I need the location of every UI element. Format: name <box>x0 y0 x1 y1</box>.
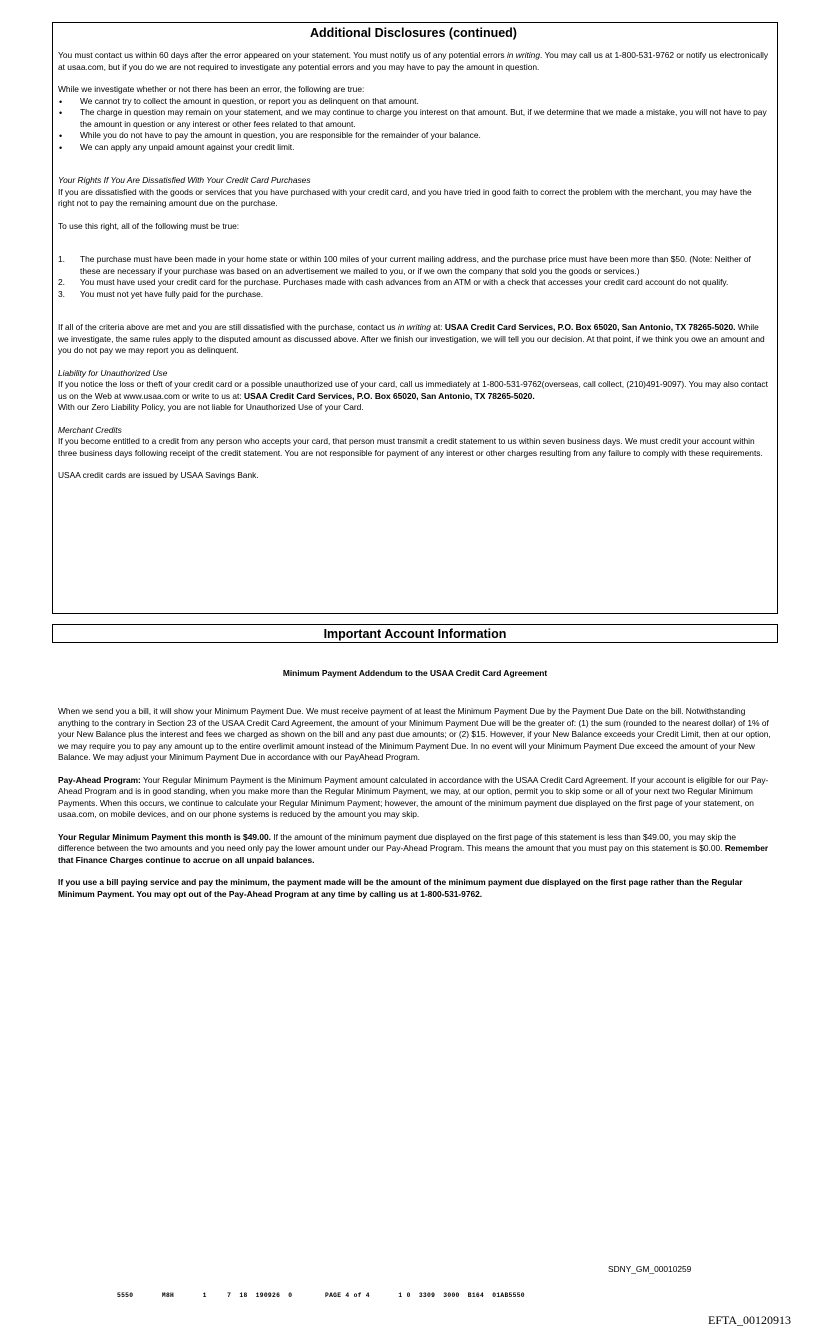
regular-minimum-paragraph: Your Regular Minimum Payment this month is $49.00. If the amount of the minimum payment due displayed on the first page of this statement is less than $49.00, you may skip the difference between the two amounts and you need only pay the lower amount under our Pay-Ahead Program. This means the amount that you must pay on this statement is $0.00. Remember that Finance Charges continue to accrue on all unpaid balances. <box>58 831 769 865</box>
disclosures-title: Additional Disclosures (continued) <box>310 26 517 40</box>
list-number: 3. <box>58 288 65 299</box>
list-number: 2. <box>58 277 65 287</box>
account-info-title: Important Account Information <box>323 627 507 641</box>
bill-paying-paragraph: If you use a bill paying service and pay the minimum, the payment made will be the amount of the minimum payment due displayed on the first page rather than the Regular Minimum Payment. You may opt out of the Pay-Ahead Program at any time by calling us at 1-800-531-9762. <box>58 877 743 899</box>
addendum-title: Minimum Payment Addendum to the USAA Credit Card Agreement <box>282 668 548 678</box>
payahead-paragraph: Pay-Ahead Program: Your Regular Minimum Payment is the Minimum Payment amount calculated in accordance with the USAA Credit Card Agreement. If your account is eligible for our Pay-Ahead Program and is in good standing, when you make more than the Regular Minimum Payment, we may, at our option, permit you to skip some or all of your next two Regular Minimum Payments. When this occurs, we continue to calculate your Regular Minimum Payment; however, the amount of the minimum payment due displayed on the first page of your statement, on usaa.com, on mobile devices, and on our phone systems is reduced by the amount you may skip. <box>58 774 769 819</box>
list-item: • While you do not have to pay the amount in question, you are responsible for the remainder of your balance. <box>58 130 769 142</box>
list-item: 1. The purchase must have been made in your home state or within 100 miles of your current mailing address, and the purchase price must have been more than $50. (Note: Neither of these are necessary if your purchase was based on an advertisement we mailed to you, or if we own the company that sold you the goods or services.) <box>58 254 751 276</box>
additional-disclosures-box <box>52 22 778 614</box>
list-item: • We can apply any unpaid amount against your credit limit. <box>58 142 769 154</box>
minimum-payment-paragraph: When we send you a bill, it will show your Minimum Payment Due. We must receive payment of at least the Minimum Payment Due by the Payment Due Date on the bill. Notwithstanding anything to the contrary in Section 23 of the USAA Credit Card Agreement, the amount of your Minimum Payment Due will be the greater of: (1) the sum (rounded to the nearest dollar) of 1% of your New Balance plus the interest and fees we charged as shown on the bill and any past due amounts; or (2) $15. However, if your New Balance exceeds your Credit Limit, then at our option, we may require you to pay any amount up to the entire overlimit amount instead of the Minimum Payment Due. In no event will your Minimum Payment Due exceed the amount of your New Balance. We may adjust your Minimum Payment Due in accordance with our PayAhead Program. <box>58 706 771 762</box>
use-right-intro: To use this right, all of the following must be true: <box>58 220 240 231</box>
account-info-body <box>58 706 772 900</box>
rights-paragraph: If you are dissatisfied with the goods or services that you have purchased with your credit card, and you have tried in good faith to correct the problem with the merchant, you may have the right not to pay the remaining amount due on the purchase. <box>58 186 752 208</box>
issued-by-text: USAA credit cards are issued by USAA Savings Bank. <box>58 470 259 480</box>
list-item: • We cannot try to collect the amount in question, or report you as delinquent on that amount. <box>58 96 769 108</box>
merchant-credits-paragraph: If you become entitled to a credit from any person who accepts your card, that person must transmit a credit statement to us within seven business days. We must credit your account within three business days following receipt of the credit statement. You are not responsible for payment of any interest or other charges resulting from any failure to comply with these requirements. <box>58 436 763 458</box>
investigation-intro: While we investigate whether or not there has been an error, the following are true: <box>58 84 365 94</box>
zero-liability-text: With our Zero Liability Policy, you are not liable for Unauthorized Use of your Card. <box>58 402 364 412</box>
list-item: 2. You must have used your credit card for the purchase. Purchases made with cash advances from an ATM or with a check that accesses your credit card account do not qualify. <box>58 277 729 287</box>
list-number: 1. <box>58 254 65 264</box>
liability-paragraph: If you notice the loss or theft of your credit card or a possible unauthorized use of your card, call us immediately at 1-800-531-9762(overseas, call collect, (210)491-9097). You may also contact us on the Web at www.usaa.com or write to us at: USAA Credit Card Services, P.O. Box 65020, San Antonio, TX 78265-5020. <box>58 379 768 401</box>
investigation-bullet-list <box>58 96 769 154</box>
list-item: 3. You must not yet have fully paid for the purchase. <box>58 288 264 299</box>
error-contact-paragraph: You must contact us within 60 days after the error appeared on your statement. You must notify us of any potential errors in writing. You may call us at 1-800-531-9762 or notify us electronically at usaa.com, but if you do we are not required to investigate any potential errors and you may have to pay the amount in question. <box>58 50 769 72</box>
print-control-line: 5550 M8H 1 7 18 190926 0 PAGE 4 of 4 1 0 3309 3000 B164 01AB5550 <box>117 1292 525 1299</box>
list-item: • The charge in question may remain on your statement, and we may continue to charge you interest on that amount. But, if we determine that we made a mistake, you will not have to pay the amount in question or any interest or other fees related to that amount. <box>58 107 769 130</box>
efta-stamp: EFTA_00120913 <box>708 1313 792 1327</box>
conditions-list <box>58 254 769 300</box>
document-id: SDNY_GM_00010259 <box>608 1264 692 1274</box>
criteria-paragraph: If all of the criteria above are met and you are still dissatisfied with the purchase, contact us in writing at: USAA Credit Card Services, P.O. Box 65020, San Antonio, TX 78265-5020. While we investigate, the same rules apply to the disputed amount as discussed above. After we finish our investigation, we will tell you our decision. At that point, if we think you owe an amount and you do not pay we may report you as delinquent. <box>58 322 765 355</box>
account-info-header-box <box>52 624 778 643</box>
rights-heading: Your Rights If You Are Dissatisfied With Your Credit Card Purchases <box>58 175 311 185</box>
merchant-credits-heading: Merchant Credits <box>58 424 122 435</box>
liability-heading: Liability for Unauthorized Use <box>58 367 168 378</box>
